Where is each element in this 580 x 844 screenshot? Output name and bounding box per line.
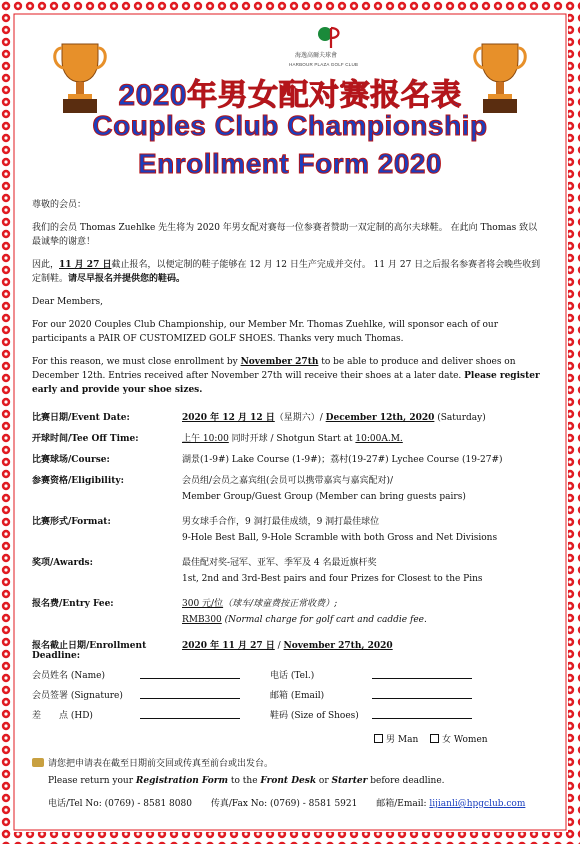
gender-woman-option[interactable]: 女 Women — [430, 732, 488, 745]
name-label: 会员姓名 (Name) — [32, 671, 105, 681]
handicap-label: 差 点 (HD) — [32, 711, 93, 721]
registration-fields — [32, 668, 544, 748]
email-label: 邮箱 (Email) — [270, 691, 325, 701]
eligibility-label: 参赛资格/Eligibility: — [32, 476, 124, 486]
eligibility-value-2: Member Group/Guest Group (Member can bring guests pairs) — [182, 492, 466, 502]
entry-fee-value-1: 300 元/位（球车/球童费按正常收费）; — [182, 599, 338, 609]
awards-label: 奖项/Awards: — [32, 558, 93, 568]
footer-en: Please return your Registration Form to the Front Desk or Starter before deadline. — [48, 776, 445, 786]
cn-p2-c: 请尽早报名并提供您的鞋码。 — [68, 274, 186, 284]
awards-value-2: 1st, 2nd and 3rd-Best pairs and four Prizes for Closest to the Pins — [182, 574, 483, 584]
course-value: 湖景(1-9#) Lake Course (1-9#)；荔村(19-27#) Lychee Course (19-27#) — [182, 455, 503, 465]
logo-english-name: HARBOUR PLAZA GOLF CLUB — [289, 62, 359, 67]
enrollment-form-page — [20, 18, 560, 826]
deadline-value: 2020 年 11 月 27 日 / November 27th, 2020 — [182, 641, 393, 651]
title-english-line2: Enrollment Form 2020 — [137, 148, 443, 179]
entry-fee-value-2: RMB300 (Normal charge for golf cart and caddie fee. — [182, 615, 427, 625]
format-value-2: 9-Hole Best Ball, 9-Hole Scramble with both Gross and Net Divisions — [182, 533, 498, 543]
en-paragraph-2 — [32, 355, 544, 397]
intro-text — [32, 198, 544, 406]
event-date-value: 2020 年 12 月 12 日（星期六）/ December 12th, 2020 (Saturday) — [182, 413, 486, 423]
title-chinese: 2020年男女配对赛报名表 — [118, 79, 462, 112]
format-value-1: 男女球手合作，9 洞打最佳成绩，9 洞打最佳球位 — [182, 517, 380, 527]
man-checkbox[interactable] — [374, 734, 383, 743]
en-p2-a: For this reason, we must close enrollment by — [32, 357, 241, 367]
footer-fax: 传真/Fax No: (0769) - 8581 5921 — [210, 799, 358, 809]
tee-time-label: 开球时间/Tee Off Time: — [32, 434, 139, 444]
gender-man-option[interactable]: 男 Man — [374, 732, 418, 745]
awards-value-1: 最佳配对奖-冠军、亚军、季军及 4 名最近旗杆奖 — [182, 558, 377, 568]
footer-email-link[interactable]: lijianli@hpgclub.com — [429, 799, 526, 809]
format-label: 比赛形式/Format: — [32, 517, 111, 527]
en-p2-c: Please register early and provide your shoe sizes. — [32, 371, 540, 395]
en-p2-date: November 27th — [240, 357, 319, 367]
footer-cn: 请您把申请表在截至日期前交回或传真至前台或出发台。 — [32, 756, 273, 769]
name-input-line[interactable] — [140, 678, 240, 679]
tee-time-value: 上午 10:00 同时开球 / Shotgun Start at 10:00A.M. — [182, 434, 403, 444]
cn-p2-a: 因此， — [32, 260, 60, 270]
cn-paragraph-1: 我们的会员 Thomas Zuehlke 先生将为 2020 年男女配对赛每一位参赛者赞助一双定制的高尔夫球鞋。 在此向 Thomas 致以最诚挚的谢意！ — [32, 223, 538, 247]
event-date-label: 比赛日期/Event Date: — [32, 413, 130, 423]
cn-p2-date: 11 月 27 日 — [59, 260, 112, 270]
shoe-size-label: 鞋码 (Size of Shoes) — [270, 711, 359, 721]
eligibility-value-1: 会员组/会员之嘉宾组(会员可以携带嘉宾与嘉宾配对)/ — [182, 476, 394, 486]
handicap-input-line[interactable] — [140, 718, 240, 719]
event-details — [32, 410, 544, 660]
en-p2-b: to be able to produce and deliver shoes on December 12th. Entries received after November 27th will receive their shoes at a later date. — [32, 357, 516, 381]
logo-chinese-name: 海逸高爾夫球會 — [295, 52, 338, 59]
email-input-line[interactable] — [372, 698, 472, 699]
course-label: 比赛球场/Course: — [32, 455, 110, 465]
tel-input-line[interactable] — [372, 678, 472, 679]
woman-checkbox[interactable] — [430, 734, 439, 743]
hp-logo-mark — [315, 26, 345, 50]
title-english-line1: Couples Club Championship — [92, 110, 488, 141]
deadline-label-2: Deadline: — [32, 651, 81, 661]
tel-label: 电话 (Tel.) — [270, 671, 315, 681]
footer-tel: 电话/Tel No: (0769) - 8581 8080 — [48, 799, 192, 809]
entry-fee-label: 报名费/Entry Fee: — [32, 599, 114, 609]
en-greeting: Dear Members, — [32, 297, 104, 307]
footer-contacts — [48, 796, 544, 809]
cn-paragraph-2 — [32, 258, 544, 286]
footer-email-label: 邮箱/Email: — [376, 799, 430, 809]
signature-label: 会员签署 (Signature) — [32, 691, 123, 701]
signature-input-line[interactable] — [140, 698, 240, 699]
cn-p2-b: 截止报名，以便定制的鞋子能够在 12 月 12 日生产完成并交付。 11 月 27 日之后报名参赛者将会晚些收到定制鞋。 — [32, 260, 541, 284]
shoe-size-input-line[interactable] — [372, 718, 472, 719]
deadline-label-1: 报名截止日期/Enrollment — [32, 641, 147, 651]
en-paragraph-1: For our 2020 Couples Club Championship, our Member Mr. Thomas Zuehlke, will sponsor each of our participants a PAIR OF CUSTOMIZED GOLF SHOES. Thanks very much Thomas. — [32, 320, 499, 344]
cn-greeting: 尊敬的会员： — [32, 200, 87, 210]
pointing-hand-icon — [32, 758, 44, 767]
